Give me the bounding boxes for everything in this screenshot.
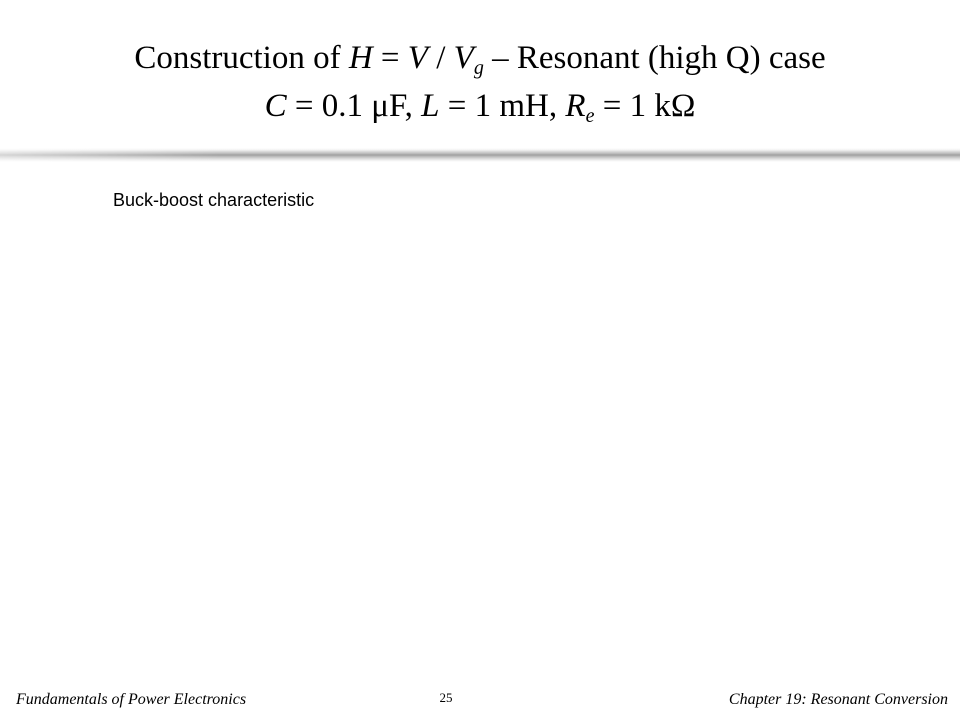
title-text: Construction of (134, 40, 349, 76)
title-var-r: R (565, 88, 586, 124)
title-var-c: C (264, 88, 287, 124)
title-divider (0, 148, 960, 162)
title-subscript-e: e (585, 105, 595, 127)
title-text: = (372, 40, 408, 76)
title-subscript-g: g (473, 57, 484, 79)
body-label: Buck-boost characteristic (113, 190, 315, 210)
title-text: / (427, 40, 454, 76)
title-var-vg: V (453, 40, 474, 76)
slide-title-line-2 (0, 86, 960, 136)
footer-chapter: Chapter 19: Resonant Conversion (728, 691, 948, 708)
footer-page-number: 25 (439, 690, 453, 705)
title-var-h: H (348, 40, 373, 76)
title-var-l: L (421, 88, 440, 124)
title-text: = 1 mH, (439, 88, 566, 124)
footer-book-title: Fundamentals of Power Electronics (16, 691, 247, 708)
title-text: – Resonant (high Q) case (483, 40, 826, 76)
title-var-v: V (407, 40, 428, 76)
slide-title-line-1 (0, 38, 960, 88)
title-text: = 1 kΩ (594, 88, 696, 124)
title-text: = 0.1 μF, (286, 88, 422, 124)
